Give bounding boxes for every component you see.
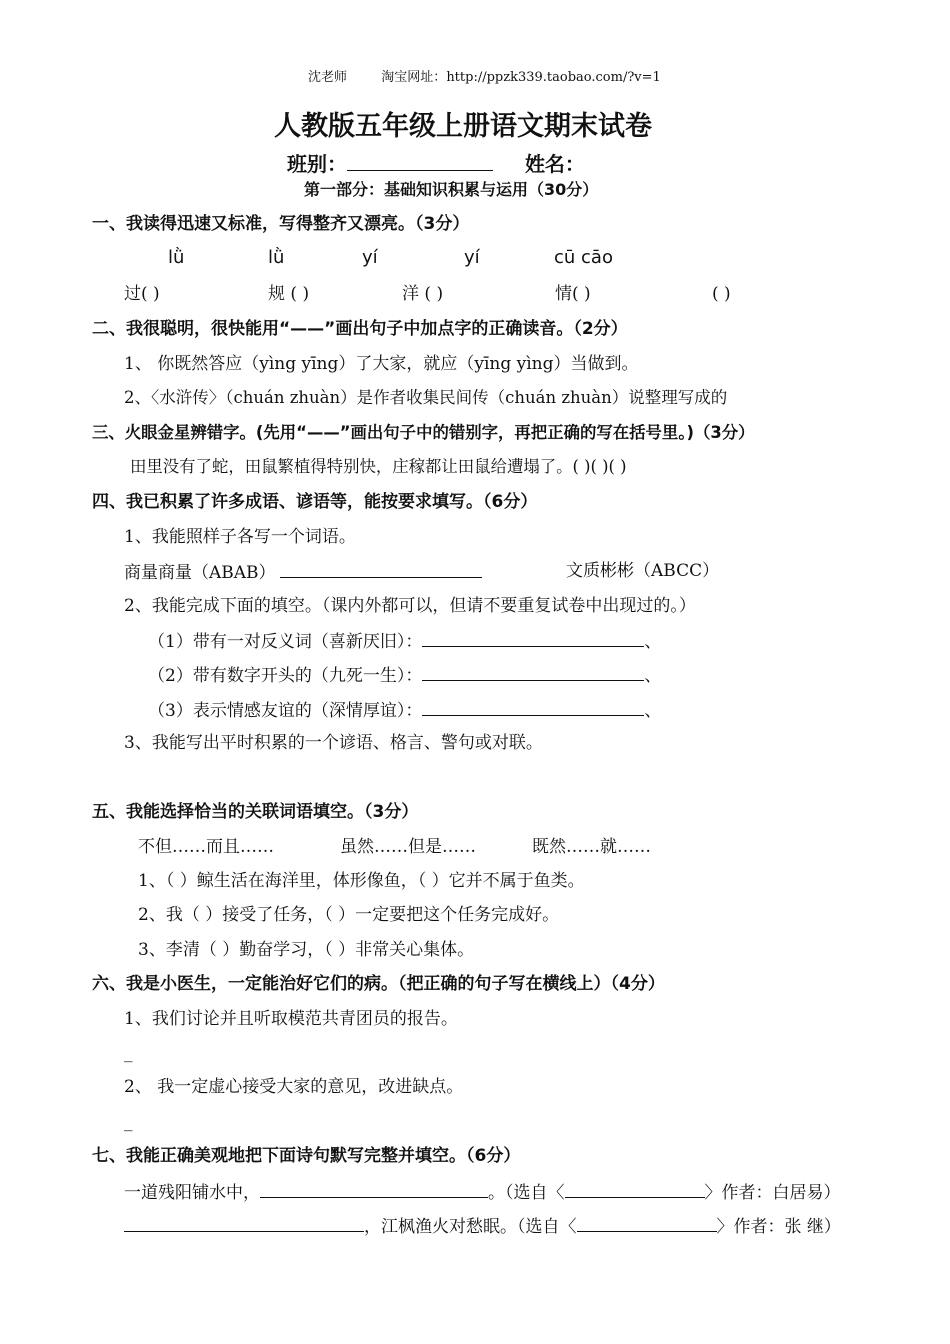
sub-answer[interactable] bbox=[422, 662, 644, 681]
q4-item3: 3、我能写出平时积累的一个谚语、格言、警句或对联。 bbox=[124, 733, 543, 753]
poem-line-1 bbox=[124, 1179, 841, 1205]
shop-url[interactable]: http://ppzk339.taobao.com/?v=1 bbox=[446, 70, 661, 85]
q4-sub-1 bbox=[148, 628, 661, 654]
pinyin-item: yí bbox=[464, 247, 480, 268]
pinyin-item: cū cāo bbox=[554, 247, 613, 268]
page-title: 人教版五年级上册语文期末试卷 bbox=[274, 111, 652, 142]
source-blank[interactable] bbox=[577, 1213, 717, 1232]
q4-item1: 1、我能照样子各写一个词语。 bbox=[124, 527, 356, 547]
teacher-name: 沈老师 bbox=[308, 70, 348, 85]
q3-heading: 三、火眼金星辨错字。(先用“——”画出句子中的错别字，再把正确的写在括号里。)（3分） bbox=[92, 423, 755, 442]
q4-sub-2 bbox=[148, 662, 661, 688]
char-blank[interactable]: 情( ) bbox=[555, 284, 591, 304]
class-label: 班别： bbox=[287, 152, 347, 176]
pinyin-item: lǜ bbox=[168, 247, 185, 268]
sub-sep: 、 bbox=[644, 632, 662, 652]
q5-item[interactable]: 1、（ ）鲸生活在海洋里，体形像鱼，（ ）它并不属于鱼类。 bbox=[138, 871, 585, 891]
char-blank[interactable]: 过( ) bbox=[124, 284, 160, 304]
q5-item[interactable]: 2、我（ ）接受了任务，（ ）一定要把这个任务完成好。 bbox=[138, 905, 560, 925]
q6-answer-line[interactable]: _ bbox=[124, 1112, 133, 1132]
example-abab-wrap bbox=[124, 559, 482, 585]
sub-sep: 、 bbox=[644, 701, 662, 721]
part1-heading: 第一部分：基础知识积累与运用（30分） bbox=[304, 180, 599, 199]
poem-blank[interactable] bbox=[124, 1213, 364, 1232]
q4-item2: 2、我能完成下面的填空。（课内外都可以，但请不要重复试卷中出现过的。） bbox=[124, 596, 696, 616]
abab-answer[interactable] bbox=[280, 559, 482, 578]
q7-heading: 七、我能正确美观地把下面诗句默写完整并填空。（6分） bbox=[92, 1146, 521, 1166]
q5-heading: 五、我能选择恰当的关联词语填空。（3分） bbox=[92, 802, 419, 822]
q6-answer-line[interactable]: _ bbox=[124, 1043, 133, 1063]
sub-label: （1）带有一对反义词（喜新厌旧）： bbox=[148, 632, 423, 652]
example-abab: 商量商量（ABAB） bbox=[124, 563, 276, 583]
char-blank[interactable]: ( ) bbox=[712, 284, 731, 304]
q5-item[interactable]: 3、李清（ ）勤奋学习，（ ）非常关心集体。 bbox=[138, 940, 475, 960]
example-abcc: 文质彬彬（ABCC） bbox=[566, 561, 720, 581]
source-label: 。（选自〈 bbox=[488, 1183, 565, 1203]
q2-heading: 二、我很聪明，很快能用“——”画出句子中加点字的正确读音。（2分） bbox=[92, 319, 628, 339]
pinyin-item: yí bbox=[362, 247, 378, 268]
q4-sub-3 bbox=[148, 697, 661, 723]
option: 既然……就…… bbox=[532, 837, 651, 857]
q2-item: 2、〈水浒传〉（chuán zhuàn）是作者收集民间传（chuán zhuàn）说整理写成的 bbox=[124, 388, 728, 407]
q6-heading: 六、我是小医生，一定能治好它们的病。（把正确的句子写在横线上）（4分） bbox=[92, 974, 665, 994]
poem-blank[interactable] bbox=[260, 1179, 488, 1198]
name-label: 姓名： bbox=[524, 152, 585, 176]
q6-item: 2、 我一定虚心接受大家的意见，改进缺点。 bbox=[124, 1077, 464, 1097]
poem-line-2 bbox=[124, 1213, 841, 1239]
q3-text[interactable]: 田里没有了蛇，田鼠繁植得特别快，庄稼都让田鼠给遭塌了。( )( )( ) bbox=[130, 457, 627, 476]
page-header bbox=[308, 66, 661, 90]
poem-text: ，江枫渔火对愁眠。（选自〈 bbox=[364, 1217, 577, 1237]
option: 不但……而且…… bbox=[138, 837, 274, 857]
sub-answer[interactable] bbox=[422, 697, 644, 716]
pinyin-item: lǜ bbox=[268, 247, 285, 268]
sub-label: （2）带有数字开头的（九死一生）： bbox=[148, 666, 423, 686]
char-blank[interactable]: 洋 ( ) bbox=[402, 284, 444, 304]
q1-heading: 一、我读得迅速又标准，写得整齐又漂亮。（3分） bbox=[92, 214, 470, 234]
shop-label: 淘宝网址： bbox=[381, 70, 447, 85]
q6-item: 1、我们讨论并且听取模范共青团员的报告。 bbox=[124, 1009, 458, 1029]
class-field[interactable] bbox=[347, 152, 493, 171]
sub-sep: 、 bbox=[644, 666, 662, 686]
student-info bbox=[287, 152, 585, 176]
q2-item: 1、 你既然答应（yìng yīng）了大家，就应（yīng yìng）当做到。 bbox=[124, 354, 639, 374]
author: 〉作者：白居易） bbox=[704, 1183, 841, 1203]
sub-answer[interactable] bbox=[422, 628, 644, 647]
char-blank[interactable]: 规 ( ) bbox=[268, 284, 310, 304]
source-blank[interactable] bbox=[565, 1179, 705, 1198]
option: 虽然……但是…… bbox=[340, 837, 476, 857]
sub-label: （3）表示情感友谊的（深情厚谊）： bbox=[148, 701, 423, 721]
q4-heading: 四、我已积累了许多成语、谚语等，能按要求填写。（6分） bbox=[92, 492, 538, 512]
author: 〉作者：张 继） bbox=[716, 1217, 841, 1237]
poem-text: 一道残阳铺水中， bbox=[124, 1183, 260, 1203]
